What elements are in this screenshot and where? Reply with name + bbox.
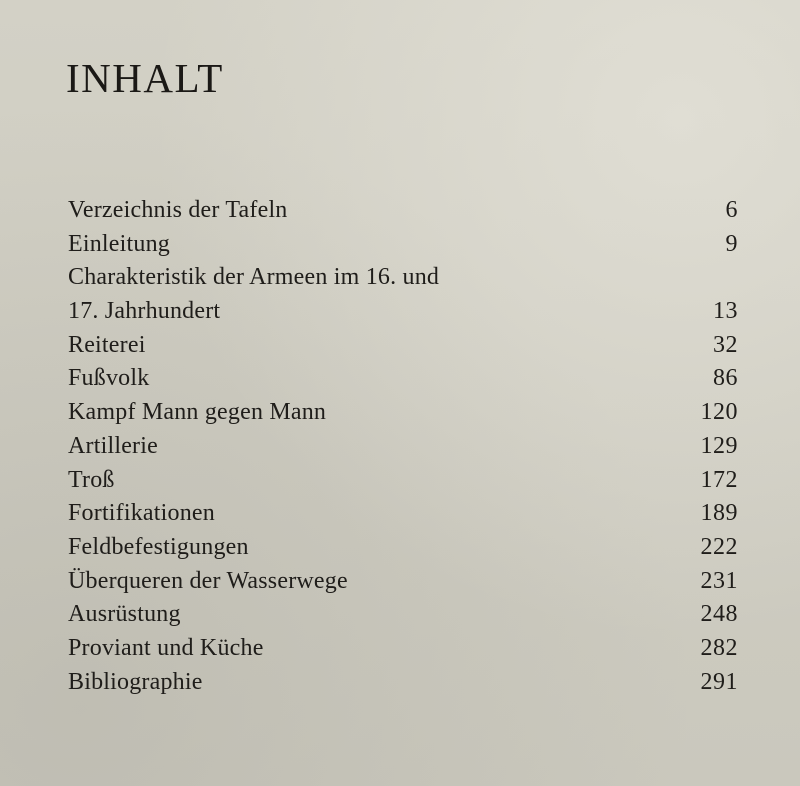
- toc-entry-ueberqueren: [68, 565, 738, 599]
- toc-entry-page: 172: [700, 466, 738, 493]
- toc-entry-label: Proviant und Küche: [68, 634, 264, 661]
- toc-entry-charakteristik-line1: [68, 261, 738, 295]
- toc-entry-kampf: [68, 396, 738, 430]
- toc-entry-verzeichnis: [68, 194, 738, 228]
- toc-entry-feldbefestigungen: [68, 531, 738, 565]
- toc-entry-page: 120: [700, 399, 738, 426]
- toc-entry-page: 13: [713, 298, 738, 325]
- toc-entry-label: Überqueren der Wasserwege: [68, 567, 348, 594]
- toc-entry-page: 6: [725, 197, 738, 223]
- table-of-contents: [68, 194, 738, 699]
- toc-entry-page: 9: [725, 230, 738, 257]
- toc-entry-fortifikationen: [68, 497, 738, 531]
- toc-entry-page: 86: [713, 365, 738, 392]
- toc-entry-page: 222: [700, 533, 738, 560]
- toc-entry-label: Charakteristik der Armeen im 16. und: [68, 264, 440, 291]
- page-title: INHALT: [66, 55, 224, 101]
- toc-entry-label: 17. Jahrhundert: [68, 298, 221, 325]
- toc-entry-page: 291: [700, 668, 738, 695]
- toc-entry-ausruestung: [68, 598, 738, 632]
- toc-entry-einleitung: [68, 228, 738, 262]
- toc-entry-label: Fortifikationen: [68, 500, 215, 527]
- toc-entry-reiterei: [68, 329, 738, 363]
- toc-entry-label: Bibliographie: [68, 668, 203, 695]
- toc-entry-charakteristik-line2: [68, 295, 738, 329]
- toc-entry-label: Einleitung: [68, 230, 170, 257]
- toc-entry-page: 282: [700, 634, 738, 661]
- toc-entry-page: 32: [713, 331, 738, 358]
- toc-entry-fussvolk: [68, 362, 738, 396]
- toc-entry-label: Reiterei: [68, 331, 146, 358]
- toc-entry-label: Artillerie: [68, 432, 158, 459]
- toc-entry-bibliographie: [68, 666, 738, 700]
- toc-entry-label: Kampf Mann gegen Mann: [68, 399, 327, 426]
- toc-entry-artillerie: [68, 430, 738, 464]
- toc-entry-page: 248: [700, 601, 738, 628]
- toc-entry-label: Verzeichnis der Tafeln: [68, 197, 288, 223]
- toc-entry-label: Troß: [68, 466, 115, 493]
- toc-entry-proviant: [68, 632, 738, 666]
- toc-entry-page: 129: [700, 432, 738, 459]
- toc-entry-tross: [68, 464, 738, 498]
- toc-entry-label: Ausrüstung: [68, 601, 181, 628]
- toc-entry-label: Feldbefestigungen: [68, 533, 249, 560]
- toc-entry-label: Fußvolk: [68, 365, 150, 392]
- toc-entry-page: 189: [700, 500, 738, 527]
- toc-entry-page: 231: [700, 567, 738, 594]
